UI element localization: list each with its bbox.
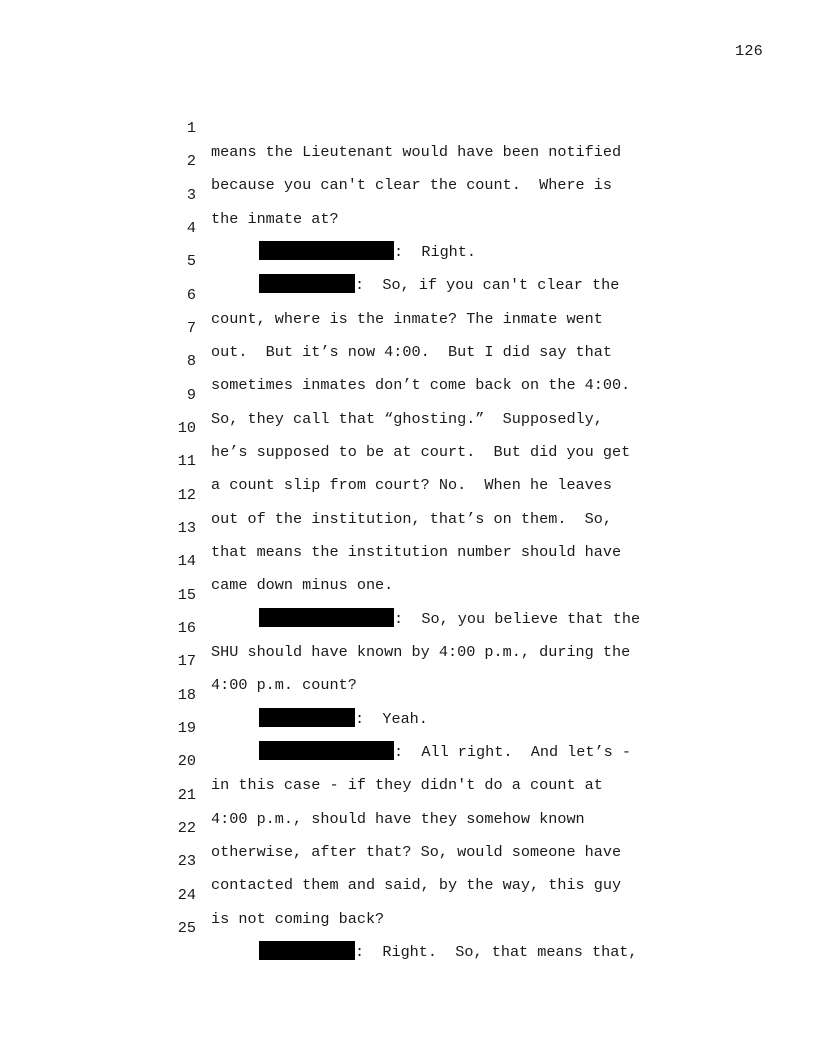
line-number: 12	[177, 485, 196, 504]
line-text: So, they call that “ghosting.” Supposedly,	[211, 409, 603, 428]
transcript-line	[0, 692, 816, 761]
speaker-name-redaction	[259, 941, 355, 960]
transcript-line	[0, 492, 816, 561]
transcript-line	[0, 125, 816, 195]
line-text: 4:00 p.m. count?	[211, 676, 357, 695]
line-text: otherwise, after that? So, would someone have	[211, 842, 622, 861]
speaker-utterance	[259, 940, 638, 964]
line-number: 5	[186, 252, 196, 271]
line-number: 2	[186, 152, 196, 171]
line-number: 11	[177, 452, 196, 471]
line-number: 6	[186, 285, 196, 304]
transcript-line	[0, 892, 816, 961]
line-text: : Right. So, that means that,	[355, 942, 638, 961]
page-number: 126	[735, 42, 763, 60]
line-number: 19	[177, 718, 196, 737]
line-text: : So, if you can't clear the	[355, 276, 620, 295]
line-text: came down minus one.	[211, 576, 394, 595]
line-text: : All right. And let’s -	[394, 742, 631, 761]
transcript-line	[0, 259, 816, 328]
line-text: out of the institution, that’s on them. So,	[211, 509, 613, 528]
line-text: 4:00 p.m., should have they somehow known	[211, 809, 585, 828]
transcript-line	[0, 292, 816, 361]
line-text: count, where is the inmate? The inmate went	[211, 309, 603, 328]
line-number: 22	[177, 818, 196, 837]
line-number: 16	[177, 618, 196, 637]
line-number: 25	[177, 918, 196, 937]
transcript-line	[0, 92, 816, 161]
line-number: 24	[177, 885, 196, 904]
line-number: 20	[177, 752, 196, 771]
line-text: because you can't clear the count. Where is	[211, 176, 613, 195]
line-number: 9	[186, 385, 196, 404]
line-number: 7	[186, 318, 196, 337]
line-number: 3	[186, 185, 196, 204]
line-number: 17	[177, 652, 196, 671]
line-text: out. But it’s now 4:00. But I did say that	[211, 342, 613, 361]
line-number: 1	[186, 119, 196, 137]
transcript-line	[0, 325, 816, 395]
transcript-line	[0, 192, 816, 261]
transcript-body	[0, 92, 816, 961]
transcript-line	[0, 159, 816, 228]
line-number: 14	[177, 552, 196, 571]
line-text: is not coming back?	[211, 909, 385, 928]
line-text: SHU should have known by 4:00 p.m., during the	[211, 642, 631, 661]
line-text: in this case - if they didn't do a count at	[211, 776, 603, 795]
transcript-line	[0, 392, 816, 461]
line-text: the inmate at?	[211, 209, 339, 228]
line-text: : Yeah.	[355, 709, 428, 728]
line-number: 13	[177, 518, 196, 537]
line-text: a count slip from court? No. When he leaves	[211, 476, 613, 495]
line-text: : Right.	[394, 242, 477, 261]
line-number: 4	[186, 218, 196, 237]
line-text: that means the institution number should have	[211, 542, 622, 561]
line-number: 21	[177, 785, 196, 804]
line-number: 18	[177, 685, 196, 704]
line-text: sometimes inmates don’t come back on the 4:00.	[211, 376, 631, 395]
line-text: : So, you believe that the	[394, 609, 641, 628]
transcript-line	[0, 225, 816, 295]
line-number: 15	[177, 585, 196, 604]
transcript-line	[0, 792, 816, 861]
line-number: 23	[177, 852, 196, 871]
line-text: means the Lieutenant would have been notified	[211, 143, 622, 161]
line-number: 8	[186, 352, 196, 371]
line-number: 10	[177, 418, 196, 437]
line-text: he’s supposed to be at court. But did you get	[211, 442, 631, 461]
line-text: contacted them and said, by the way, this guy	[211, 876, 622, 895]
transcript-line	[0, 592, 816, 661]
